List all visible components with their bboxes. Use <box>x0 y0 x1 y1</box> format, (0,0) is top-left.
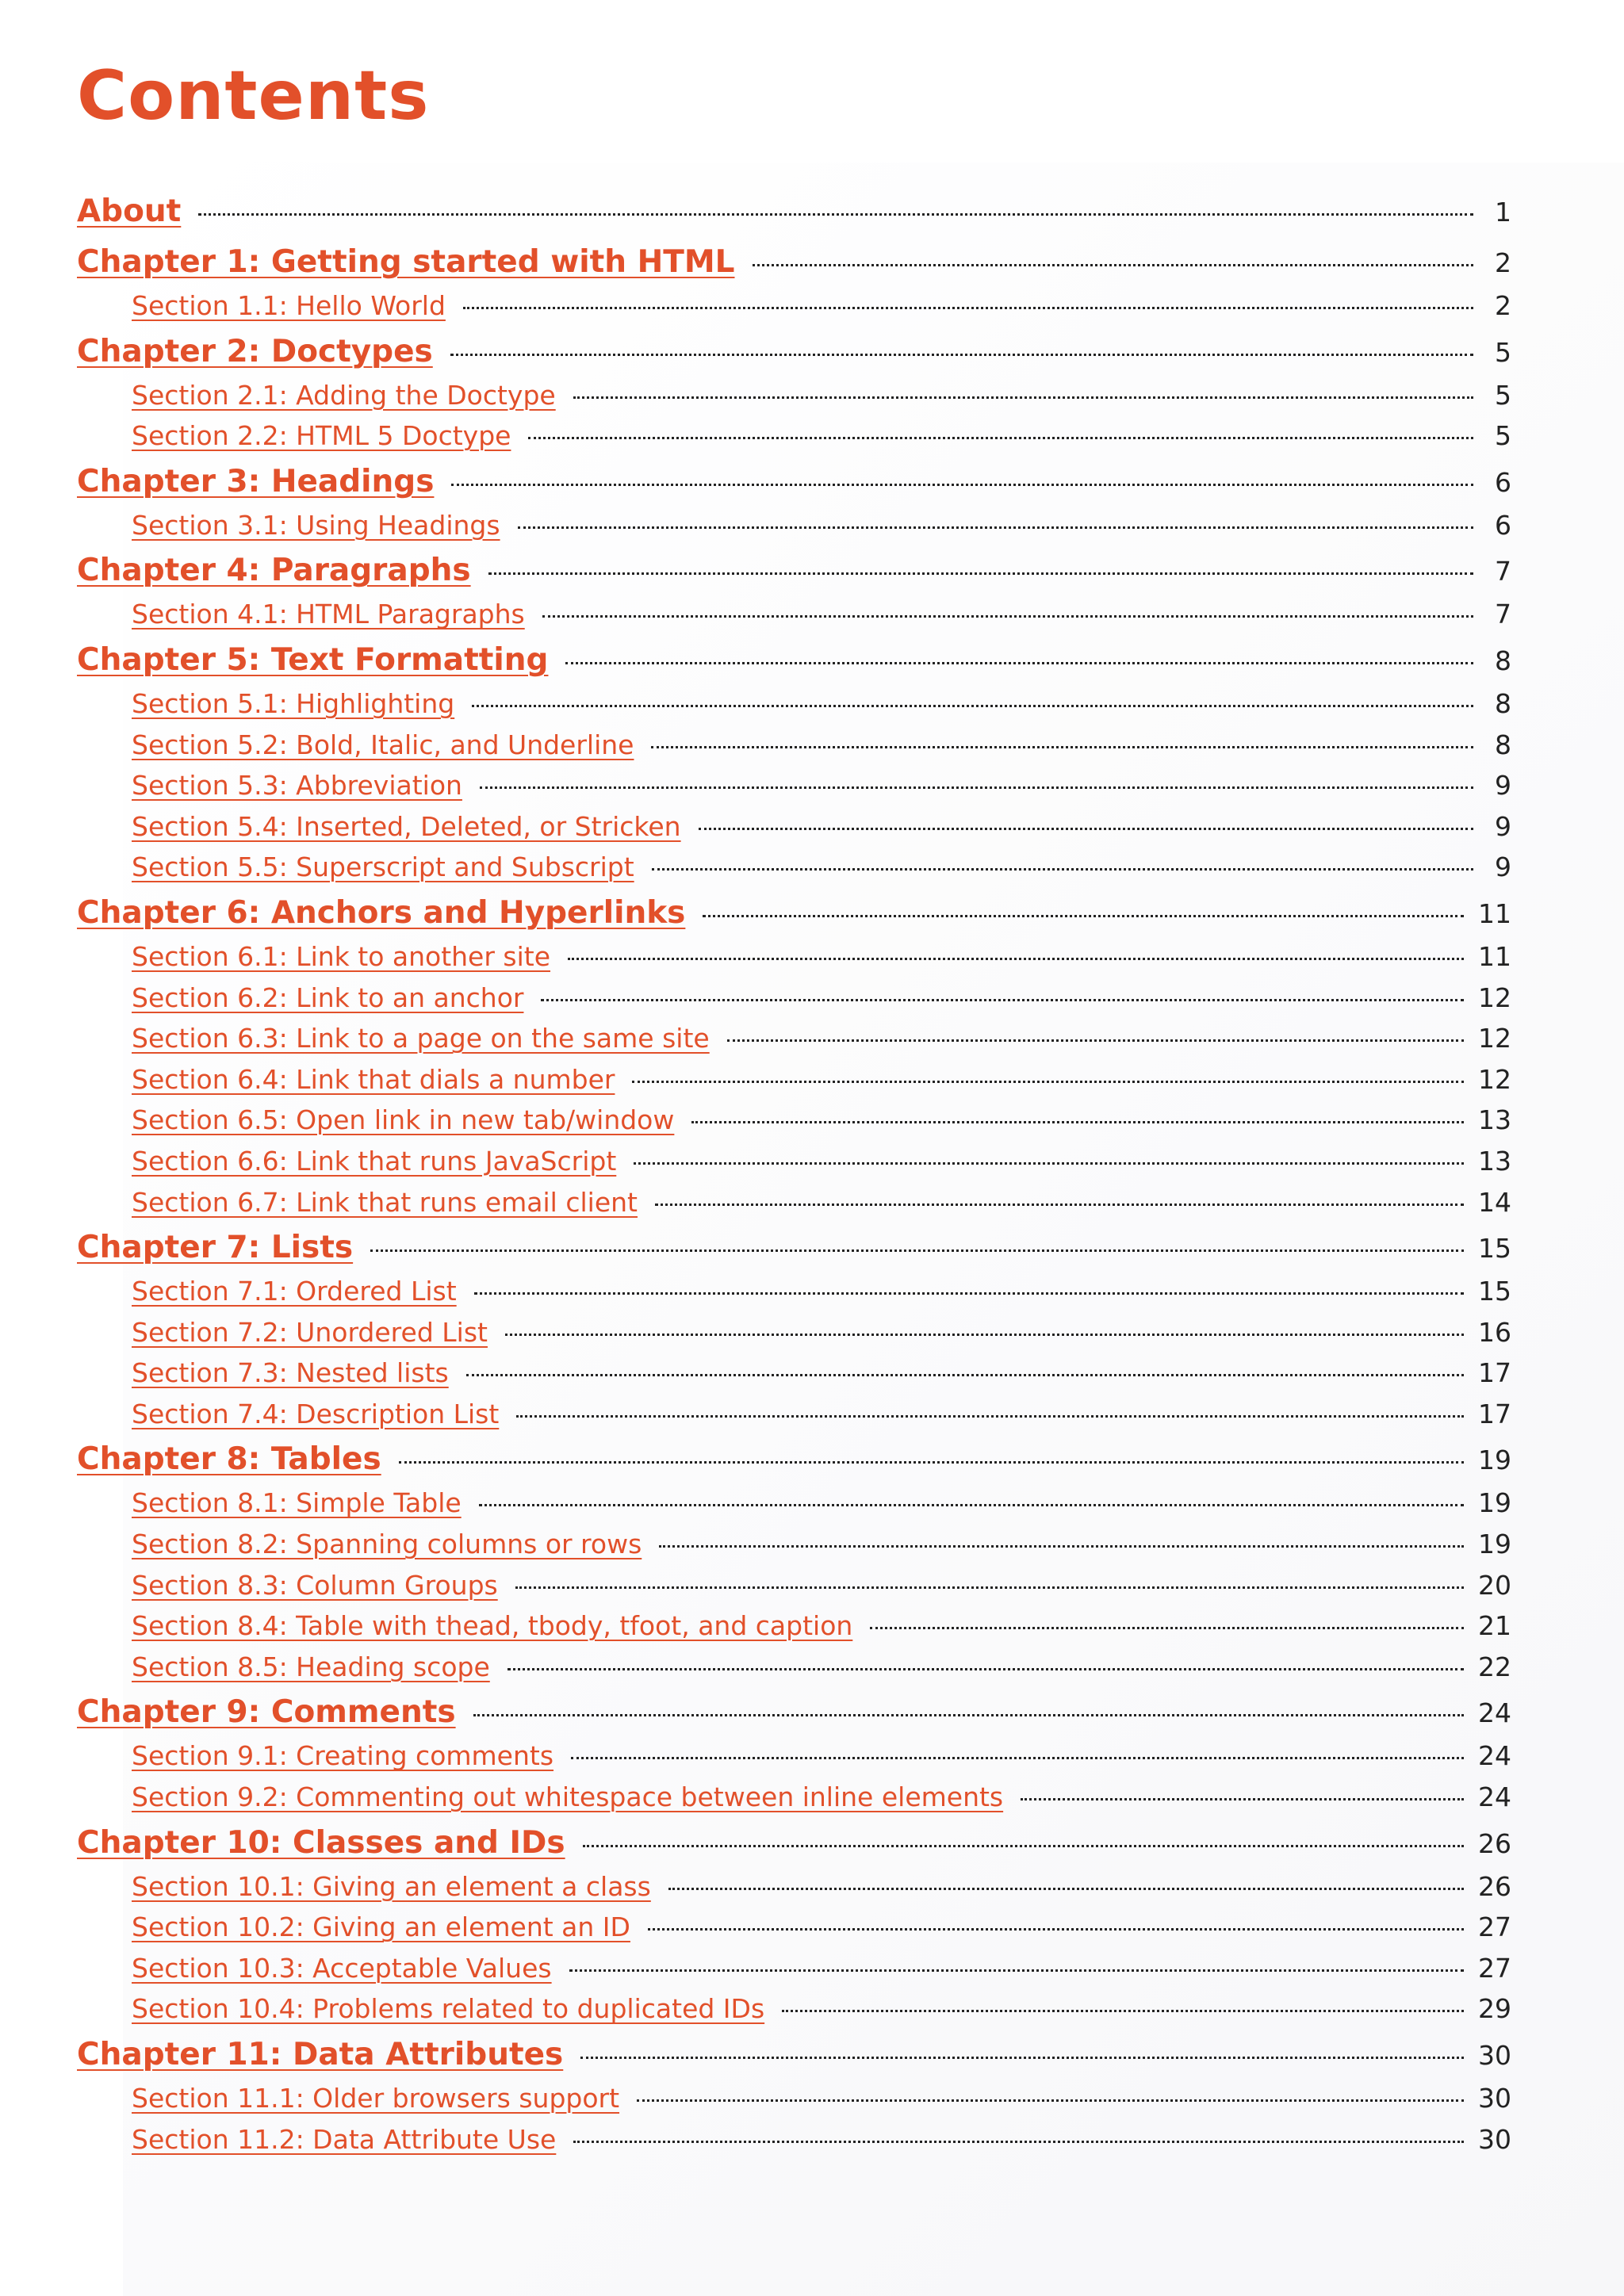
dot-leader <box>632 1081 1464 1083</box>
chapter-link[interactable]: Chapter 4: Paragraphs <box>77 553 471 589</box>
dot-leader <box>727 1039 1464 1042</box>
toc-section-entry[interactable] <box>77 599 1511 640</box>
dot-leader <box>634 1162 1464 1165</box>
toc-section-entry[interactable] <box>77 1953 1511 1994</box>
page-number: 5 <box>1495 336 1511 368</box>
toc-section-entry[interactable] <box>77 1357 1511 1399</box>
toc-section-entry[interactable] <box>77 1610 1511 1651</box>
dot-leader <box>571 1757 1464 1759</box>
page-number: 27 <box>1478 1911 1511 1943</box>
dot-leader <box>652 868 1473 871</box>
section-link[interactable]: Section 2.1: Adding the Doctype <box>132 379 556 411</box>
table-of-contents <box>77 193 1511 2164</box>
page-number: 6 <box>1495 466 1511 498</box>
section-link[interactable]: Section 8.4: Table with thead, tbody, tfoot, and caption <box>132 1610 853 1642</box>
chapter-link[interactable]: Chapter 9: Comments <box>77 1694 456 1731</box>
section-link[interactable]: Section 9.1: Creating comments <box>132 1740 554 1772</box>
chapter-link[interactable]: Chapter 5: Text Formatting <box>77 641 549 678</box>
toc-section-entry[interactable] <box>77 770 1511 811</box>
section-link[interactable]: Section 6.1: Link to another site <box>132 940 551 972</box>
toc-chapter-entry[interactable] <box>77 1439 1511 1487</box>
dot-leader <box>198 213 1473 216</box>
toc-chapter-entry[interactable] <box>77 1227 1511 1276</box>
page-number: 9 <box>1495 810 1511 842</box>
dot-leader <box>515 1586 1464 1589</box>
page-number: 13 <box>1478 1145 1511 1177</box>
section-link[interactable]: Section 5.5: Superscript and Subscript <box>132 851 634 883</box>
dot-leader <box>668 1888 1464 1890</box>
toc-section-entry[interactable] <box>77 2083 1511 2124</box>
chapter-link[interactable]: Chapter 10: Classes and IDs <box>77 1824 565 1861</box>
dot-leader <box>782 2010 1464 2012</box>
page-number: 12 <box>1478 1023 1511 1054</box>
dot-leader <box>637 2099 1464 2102</box>
toc-section-entry[interactable] <box>77 1317 1511 1358</box>
chapter-link[interactable]: Chapter 2: Doctypes <box>77 333 433 369</box>
page-number: 7 <box>1495 599 1511 630</box>
dot-leader <box>1021 1798 1464 1800</box>
toc-section-entry[interactable] <box>77 1570 1511 1611</box>
section-link[interactable]: Section 6.3: Link to a page on the same site <box>132 1023 710 1054</box>
page-number: 15 <box>1478 1233 1511 1265</box>
toc-section-entry[interactable] <box>77 1399 1511 1440</box>
dot-leader <box>450 354 1473 356</box>
dot-leader <box>463 307 1473 309</box>
dot-leader <box>451 484 1473 486</box>
section-link[interactable]: Section 8.3: Column Groups <box>132 1569 498 1601</box>
dot-leader <box>699 828 1473 830</box>
page-number: 16 <box>1478 1316 1511 1348</box>
page-number: 19 <box>1478 1445 1511 1476</box>
dot-leader <box>516 1415 1464 1418</box>
section-link[interactable]: Section 8.1: Simple Table <box>132 1487 462 1519</box>
page-number: 30 <box>1478 2083 1511 2114</box>
toc-chapter-entry[interactable] <box>77 193 1511 242</box>
page-number: 11 <box>1478 897 1511 929</box>
toc-chapter-entry[interactable] <box>77 1823 1511 1871</box>
section-link[interactable]: Section 7.1: Ordered List <box>132 1276 457 1307</box>
section-link[interactable]: Section 10.3: Acceptable Values <box>132 1952 552 1984</box>
toc-section-entry[interactable] <box>77 941 1511 982</box>
chapter-link[interactable]: Chapter 1: Getting started with HTML <box>77 244 735 280</box>
toc-section-entry[interactable] <box>77 510 1511 551</box>
dot-leader <box>565 662 1473 664</box>
page-number: 14 <box>1478 1186 1511 1218</box>
page-title: Contents <box>77 56 430 136</box>
page-number: 8 <box>1495 729 1511 760</box>
chapter-link[interactable]: About <box>77 193 182 229</box>
dot-leader <box>651 746 1473 748</box>
section-link[interactable]: Section 11.1: Older browsers support <box>132 2083 620 2114</box>
page-number: 24 <box>1478 1740 1511 1772</box>
page-number: 27 <box>1478 1952 1511 1984</box>
dot-leader <box>488 572 1473 575</box>
toc-section-entry[interactable] <box>77 420 1511 461</box>
section-link[interactable]: Section 10.1: Giving an element a class <box>132 1870 651 1902</box>
section-link[interactable]: Section 1.1: Hello World <box>132 290 446 321</box>
page-number: 17 <box>1478 1357 1511 1389</box>
toc-section-entry[interactable] <box>77 811 1511 852</box>
toc-chapter-entry[interactable] <box>77 242 1511 290</box>
chapter-link[interactable]: Chapter 6: Anchors and Hyperlinks <box>77 894 686 931</box>
dot-leader <box>474 1292 1464 1295</box>
dot-leader <box>505 1334 1464 1336</box>
toc-section-entry[interactable] <box>77 1651 1511 1693</box>
page-number: 11 <box>1478 940 1511 972</box>
dot-leader <box>583 1845 1464 1847</box>
page-number: 26 <box>1478 1827 1511 1859</box>
section-link[interactable]: Section 5.4: Inserted, Deleted, or Stricken <box>132 810 681 842</box>
dot-leader <box>573 396 1473 399</box>
dot-leader <box>370 1249 1464 1252</box>
section-link[interactable]: Section 3.1: Using Headings <box>132 509 500 541</box>
page-number: 9 <box>1495 770 1511 802</box>
toc-chapter-entry[interactable] <box>77 893 1511 941</box>
section-link[interactable]: Section 5.2: Bold, Italic, and Underline <box>132 729 634 760</box>
dot-leader <box>569 1969 1464 1972</box>
page-number: 24 <box>1478 1697 1511 1729</box>
toc-section-entry[interactable] <box>77 1740 1511 1781</box>
dot-leader <box>659 1545 1464 1548</box>
chapter-link[interactable]: Chapter 7: Lists <box>77 1230 354 1266</box>
section-link[interactable]: Section 6.2: Link to an anchor <box>132 982 524 1013</box>
section-link[interactable]: Section 9.2: Commenting out whitespace between inline elements <box>132 1781 1004 1813</box>
section-link[interactable]: Section 5.3: Abbreviation <box>132 770 462 802</box>
page-number: 19 <box>1478 1529 1511 1560</box>
toc-section-entry[interactable] <box>77 1993 1511 2034</box>
toc-section-entry[interactable] <box>77 1276 1511 1317</box>
dot-leader <box>399 1461 1464 1464</box>
dot-leader <box>753 264 1474 266</box>
section-link[interactable]: Section 6.7: Link that runs email client <box>132 1186 638 1218</box>
dot-leader <box>542 615 1473 618</box>
dot-leader <box>691 1121 1464 1123</box>
section-link[interactable]: Section 7.4: Description List <box>132 1398 500 1429</box>
toc-section-entry[interactable] <box>77 1146 1511 1187</box>
dot-leader <box>648 1928 1464 1931</box>
page-number: 8 <box>1495 645 1511 676</box>
toc-section-entry[interactable] <box>77 290 1511 331</box>
dot-leader <box>473 1714 1464 1716</box>
page-number: 30 <box>1478 2123 1511 2155</box>
dot-leader <box>472 705 1473 707</box>
toc-section-entry[interactable] <box>77 2124 1511 2165</box>
page-number: 17 <box>1478 1398 1511 1429</box>
toc-section-entry[interactable] <box>77 1187 1511 1228</box>
page-number: 30 <box>1478 2040 1511 2071</box>
dot-leader <box>479 1504 1464 1506</box>
dot-leader <box>518 526 1473 529</box>
dot-leader <box>466 1374 1464 1376</box>
dot-leader <box>870 1627 1464 1629</box>
page-number: 7 <box>1495 556 1511 587</box>
page-number: 13 <box>1478 1104 1511 1136</box>
dot-leader <box>508 1668 1464 1670</box>
page-number: 26 <box>1478 1870 1511 1902</box>
toc-section-entry[interactable] <box>77 688 1511 729</box>
dot-leader <box>580 2057 1464 2059</box>
toc-section-entry[interactable] <box>77 1871 1511 1912</box>
toc-section-entry[interactable] <box>77 1104 1511 1146</box>
toc-section-entry[interactable] <box>77 1911 1511 1953</box>
toc-section-entry[interactable] <box>77 1529 1511 1570</box>
toc-section-entry[interactable] <box>77 380 1511 421</box>
page-number: 15 <box>1478 1276 1511 1307</box>
toc-chapter-entry[interactable] <box>77 2034 1511 2083</box>
page-number: 2 <box>1495 290 1511 321</box>
section-link[interactable]: Section 6.6: Link that runs JavaScript <box>132 1145 617 1177</box>
section-link[interactable]: Section 8.2: Spanning columns or rows <box>132 1529 642 1560</box>
page-number: 2 <box>1495 247 1511 278</box>
page-number: 12 <box>1478 982 1511 1013</box>
section-link[interactable]: Section 2.2: HTML 5 Doctype <box>132 420 511 452</box>
page-number: 22 <box>1478 1651 1511 1682</box>
section-link[interactable]: Section 6.4: Link that dials a number <box>132 1063 615 1095</box>
page-number: 1 <box>1495 197 1511 228</box>
page-number: 24 <box>1478 1781 1511 1813</box>
page-number: 5 <box>1495 420 1511 452</box>
dot-leader <box>703 915 1464 917</box>
page-number: 5 <box>1495 379 1511 411</box>
toc-section-entry[interactable] <box>77 1487 1511 1529</box>
chapter-link[interactable]: Chapter 11: Data Attributes <box>77 2037 564 2072</box>
toc-section-entry[interactable] <box>77 851 1511 893</box>
section-link[interactable]: Section 7.2: Unordered List <box>132 1316 488 1348</box>
dot-leader <box>541 999 1464 1001</box>
chapter-link[interactable]: Chapter 3: Headings <box>77 463 435 499</box>
page-number: 20 <box>1478 1569 1511 1601</box>
page-number: 12 <box>1478 1063 1511 1095</box>
page-number: 6 <box>1495 509 1511 541</box>
page-number: 9 <box>1495 851 1511 883</box>
toc-section-entry[interactable] <box>77 1781 1511 1823</box>
dot-leader <box>568 958 1464 960</box>
page-number: 8 <box>1495 687 1511 719</box>
toc-chapter-entry[interactable] <box>77 640 1511 688</box>
page-number: 29 <box>1478 1993 1511 2025</box>
dot-leader <box>528 437 1473 439</box>
toc-section-entry[interactable] <box>77 1023 1511 1064</box>
section-link[interactable]: Section 6.5: Open link in new tab/window <box>132 1104 675 1136</box>
page-number: 21 <box>1478 1610 1511 1642</box>
dot-leader <box>655 1203 1464 1206</box>
toc-chapter-entry[interactable] <box>77 331 1511 380</box>
toc-section-entry[interactable] <box>77 1064 1511 1105</box>
section-link[interactable]: Section 10.2: Giving an element an ID <box>132 1911 630 1943</box>
section-link[interactable]: Section 10.4: Problems related to duplicated IDs <box>132 1993 765 2025</box>
toc-chapter-entry[interactable] <box>77 1692 1511 1740</box>
page-number: 19 <box>1478 1487 1511 1519</box>
toc-chapter-entry[interactable] <box>77 461 1511 510</box>
toc-section-entry[interactable] <box>77 982 1511 1024</box>
toc-chapter-entry[interactable] <box>77 550 1511 599</box>
section-link[interactable]: Section 4.1: HTML Paragraphs <box>132 599 525 630</box>
section-link[interactable]: Section 5.1: Highlighting <box>132 687 455 719</box>
section-link[interactable]: Section 7.3: Nested lists <box>132 1357 449 1389</box>
chapter-link[interactable]: Chapter 8: Tables <box>77 1441 381 1478</box>
dot-leader <box>573 2141 1464 2143</box>
section-link[interactable]: Section 8.5: Heading scope <box>132 1651 490 1682</box>
dot-leader <box>480 786 1473 789</box>
toc-section-entry[interactable] <box>77 729 1511 771</box>
section-link[interactable]: Section 11.2: Data Attribute Use <box>132 2123 557 2155</box>
